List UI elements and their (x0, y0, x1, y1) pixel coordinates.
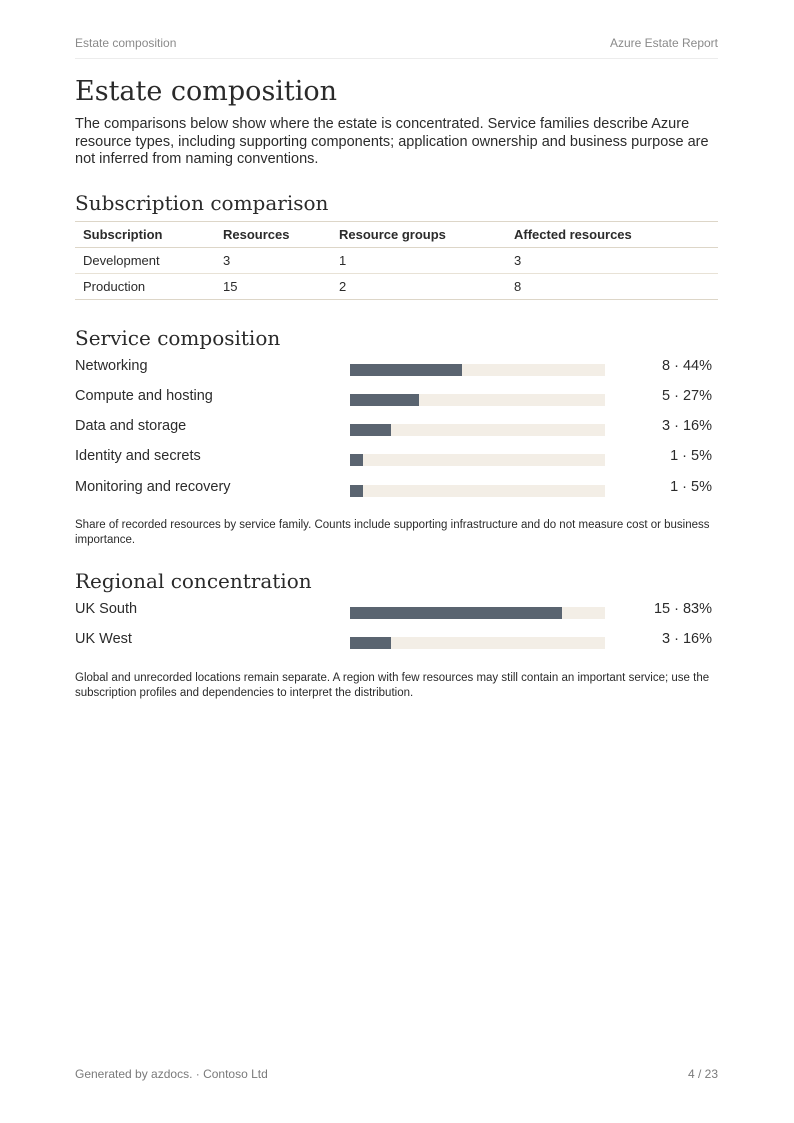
region-bars (75, 601, 718, 662)
table-cell: Development (75, 247, 215, 273)
bar-label: Identity and secrets (75, 448, 201, 465)
column-header: Resource groups (331, 221, 506, 247)
footer-generator: Generated by azdocs. · Contoso Ltd (75, 1067, 268, 1081)
region-bar-row (75, 631, 718, 661)
table-cell: 1 (331, 247, 506, 273)
service-composition-note: Share of recorded resources by service family. Counts include supporting infrastructure and do not measure cost or business importance. (75, 518, 710, 547)
table-cell: 3 (215, 247, 331, 273)
region-bar-row (75, 601, 718, 631)
service-bar-row (75, 479, 718, 509)
page-number: 4 / 23 (687, 1067, 718, 1081)
bar-value: 3 · 16% (662, 418, 712, 435)
bar-fill (350, 637, 391, 649)
bar-label: Compute and hosting (75, 387, 213, 404)
service-bar-row (75, 388, 718, 418)
regional-concentration-heading: Regional concentration (75, 568, 312, 593)
bar-label: UK South (75, 600, 138, 617)
bar-track (350, 485, 605, 497)
subscription-table (75, 221, 718, 300)
service-bars (75, 358, 718, 509)
page-header (75, 36, 718, 59)
bar-label: UK West (75, 631, 132, 648)
table-cell: 3 (506, 247, 718, 273)
bar-value: 1 · 5% (670, 478, 712, 495)
subscription-comparison-heading: Subscription comparison (75, 190, 329, 215)
service-bar-row (75, 358, 718, 388)
bar-label: Networking (75, 357, 148, 374)
bar-value: 3 · 16% (662, 631, 712, 648)
bar-value: 15 · 83% (653, 600, 712, 617)
column-header: Affected resources (506, 221, 718, 247)
bar-track (350, 364, 605, 376)
header-section-title: Estate composition (75, 36, 177, 50)
table-cell: 8 (506, 273, 718, 299)
bar-track (350, 424, 605, 436)
service-bar-row (75, 418, 718, 448)
bar-fill (350, 394, 419, 406)
bar-fill (350, 364, 462, 376)
bar-label: Data and storage (75, 418, 187, 435)
page-content (75, 76, 718, 702)
table-row (75, 247, 718, 273)
bar-label: Monitoring and recovery (75, 478, 231, 495)
regional-concentration-note: Global and unrecorded locations remain separate. A region with few resources may still contain an important service; use the subscription profiles and dependencies to interpret the distribution. (75, 671, 710, 700)
column-header: Resources (215, 221, 331, 247)
table-cell: Production (75, 273, 215, 299)
intro-paragraph: The comparisons below show where the estate is concentrated. Service families describe Azure resource types, including supporting components; application ownership and business purpose are not inferred from naming conventions. (75, 116, 709, 167)
bar-track (350, 454, 605, 466)
service-composition-heading: Service composition (75, 325, 281, 350)
page-footer (75, 1067, 718, 1081)
table-row (75, 273, 718, 299)
bar-fill (350, 424, 391, 436)
bar-value: 5 · 27% (662, 387, 712, 404)
table-cell: 15 (215, 273, 331, 299)
bar-fill (350, 454, 363, 466)
bar-value: 1 · 5% (670, 448, 712, 465)
bar-track (350, 607, 605, 619)
table-cell: 2 (331, 273, 506, 299)
bar-value: 8 · 44% (662, 357, 712, 374)
bar-fill (350, 485, 363, 497)
column-header: Subscription (75, 221, 215, 247)
bar-track (350, 394, 605, 406)
bar-track (350, 637, 605, 649)
header-report-title: Azure Estate Report (609, 36, 718, 50)
service-bar-row (75, 448, 718, 478)
bar-fill (350, 607, 562, 619)
table-header-row (75, 221, 718, 247)
page-title: Estate composition (75, 76, 338, 107)
